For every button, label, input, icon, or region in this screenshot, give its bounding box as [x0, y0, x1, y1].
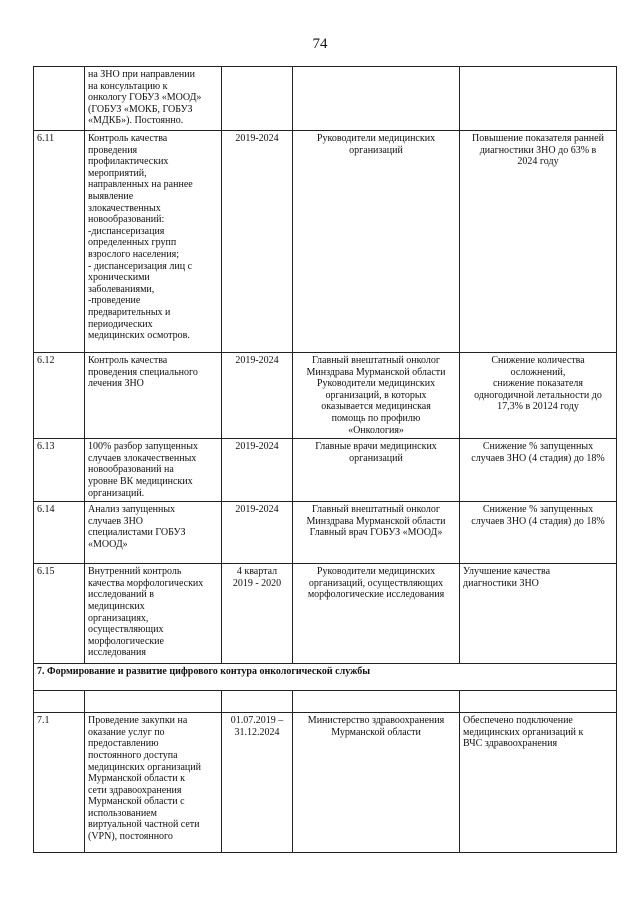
table-row [34, 353, 617, 439]
activity-cell: Внутренний контроль качества морфологических исследований в медицинских организациях, осуществляющих морфологические исследования [85, 564, 222, 664]
activity-cell: на ЗНО при направлении на консультацию к онкологу ГОБУЗ «МООД» (ГОБУЗ «МОКБ, ГОБУЗ «МДКБ»). Постоянно. [85, 67, 222, 131]
result-cell: Снижение % запущенных случаев ЗНО (4 стадия) до 18% [460, 502, 617, 564]
executors-cell: Главный внештатный онколог Минздрава Мурманской области Руководители медицинских организаций, в которых оказывается медицинская помощь по профилю «Онкология» [293, 353, 460, 439]
row-number-cell: 6.12 [34, 353, 85, 439]
row-number-cell: 6.11 [34, 131, 85, 353]
activity-cell: 100% разбор запущенных случаев злокачественных новообразований на уровне ВК медицинских организаций. [85, 439, 222, 502]
period-cell: 2019-2024 [222, 439, 293, 502]
table-row [34, 502, 617, 564]
period-cell: 2019-2024 [222, 353, 293, 439]
empty-cell [85, 691, 222, 713]
empty-cell [293, 691, 460, 713]
period-cell: 4 квартал 2019 - 2020 [222, 564, 293, 664]
activity-plan-table [33, 66, 617, 853]
table-row [34, 439, 617, 502]
result-cell: Снижение % запущенных случаев ЗНО (4 стадия) до 18% [460, 439, 617, 502]
result-cell: Улучшение качества диагностики ЗНО [460, 564, 617, 664]
executors-cell: Главные врачи медицинских организаций [293, 439, 460, 502]
table-row [34, 713, 617, 853]
row-number-cell: 7.1 [34, 713, 85, 853]
result-cell: Повышение показателя ранней диагностики ЗНО до 63% в 2024 году [460, 131, 617, 353]
period-cell [222, 67, 293, 131]
section-title: 7. Формирование и развитие цифрового контура онкологической службы [34, 664, 617, 691]
activity-cell: Контроль качества проведения профилактических мероприятий, направленных на раннее выявление злокачественных новообразований: -диспансеризация определенных групп взрослого населения; - диспансеризация лиц с хроническими заболеваниями, -проведение предварительных и периодических медицинских осмотров. [85, 131, 222, 353]
period-cell: 2019-2024 [222, 502, 293, 564]
period-cell: 2019-2024 [222, 131, 293, 353]
executors-cell: Руководители медицинских организаций [293, 131, 460, 353]
activity-cell: Анализ запущенных случаев ЗНО специалистами ГОБУЗ «МООД» [85, 502, 222, 564]
activity-cell: Проведение закупки на оказание услуг по предоставлению постоянного доступа медицинских организаций Мурманской области к сети здравоохранения Мурманской области с использованием виртуальной частной сети (VPN), постоянного [85, 713, 222, 853]
empty-cell [460, 691, 617, 713]
executors-cell: Руководители медицинских организаций, осуществляющих морфологические исследования [293, 564, 460, 664]
table-row [34, 67, 617, 131]
executors-cell [293, 67, 460, 131]
row-number-cell: 6.13 [34, 439, 85, 502]
table-row [34, 691, 617, 713]
empty-cell [222, 691, 293, 713]
empty-cell [34, 691, 85, 713]
executors-cell: Министерство здравоохранения Мурманской области [293, 713, 460, 853]
row-number-cell: 6.14 [34, 502, 85, 564]
period-cell: 01.07.2019 – 31.12.2024 [222, 713, 293, 853]
result-cell [460, 67, 617, 131]
table-row [34, 564, 617, 664]
executors-cell: Главный внештатный онколог Минздрава Мурманской области Главный врач ГОБУЗ «МООД» [293, 502, 460, 564]
result-cell: Снижение количества осложнений, снижение показателя одногодичной летальности до 17,3% в 20124 году [460, 353, 617, 439]
row-number-cell [34, 67, 85, 131]
page-number: 74 [312, 36, 328, 52]
activity-cell: Контроль качества проведения специального лечения ЗНО [85, 353, 222, 439]
result-cell: Обеспечено подключение медицинских организаций к ВЧС здравоохранения [460, 713, 617, 853]
row-number-cell: 6.15 [34, 564, 85, 664]
section-header-row [34, 664, 617, 691]
table-row [34, 131, 617, 353]
